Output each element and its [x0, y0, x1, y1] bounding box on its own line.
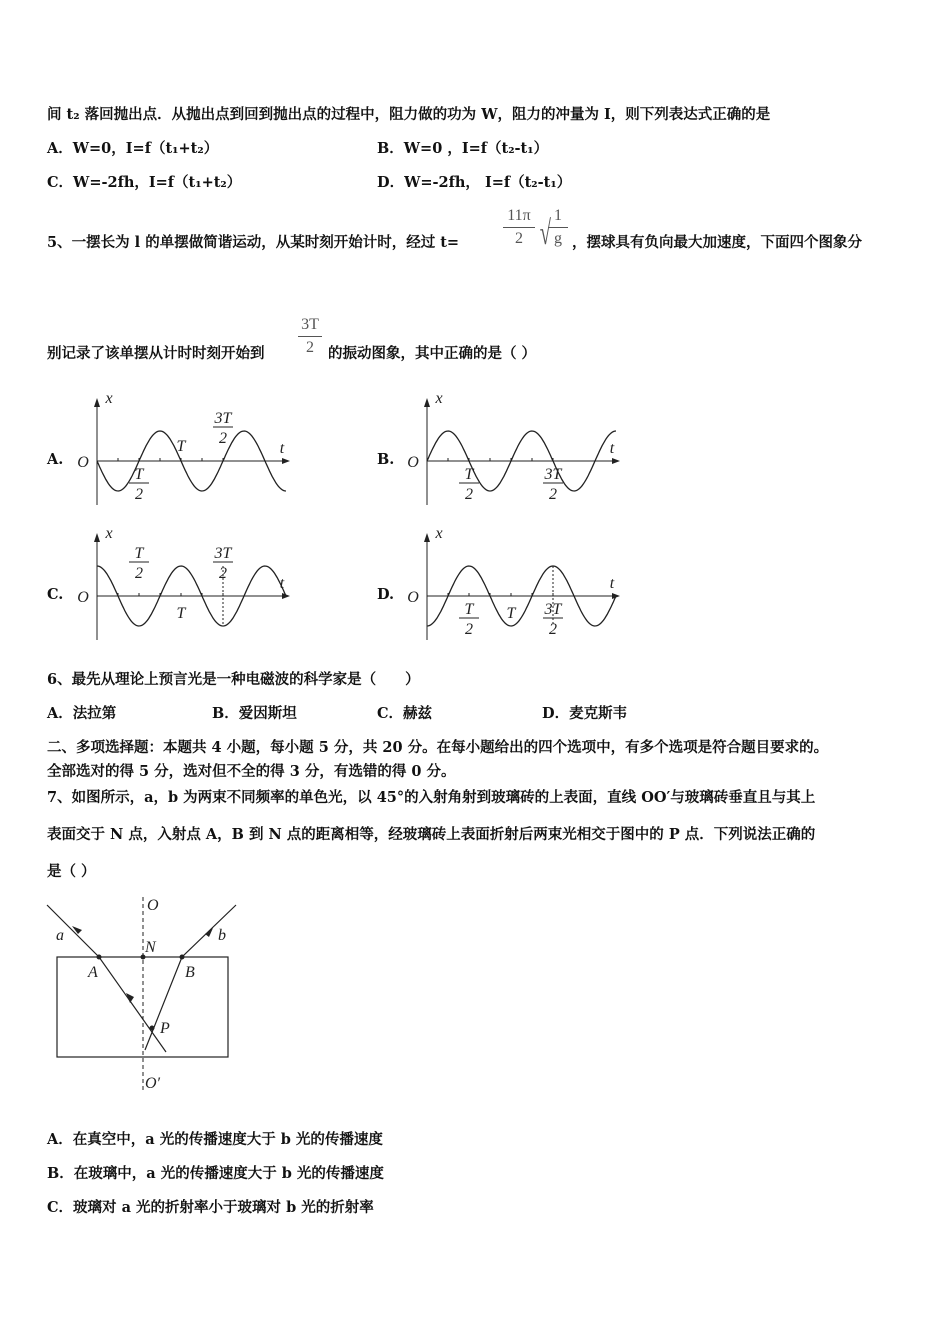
q6-stem: 6、最先从理论上预言光是一种电磁波的科学家是（ ） — [47, 671, 420, 688]
x-axis-label: x — [105, 390, 113, 407]
point-b — [180, 955, 185, 960]
three-half-period-label-den: 2 — [549, 486, 557, 503]
q4-option-a: A．W=0，I=f（t₁+t₂） — [47, 140, 219, 157]
frac-den: 2 — [306, 339, 314, 356]
point-a — [97, 955, 102, 960]
q6-option-d: D．麦克斯韦 — [542, 705, 628, 722]
q7-option-a: A．在真空中，a 光的传播速度大于 b 光的传播速度 — [47, 1131, 383, 1148]
q7-option-b: B．在玻璃中，a 光的传播速度大于 b 光的传播速度 — [47, 1165, 384, 1182]
q5-stem-4: 的振动图象，其中正确的是（ ） — [328, 345, 537, 362]
label-point-a: A — [88, 964, 98, 981]
q4-option-b: B．W=0 ，I=f（t₂-t₁） — [377, 140, 549, 157]
origin-label: O — [77, 454, 89, 471]
q7-line2: 表面交于 N 点，入射点 A，B 到 N 点的距离相等，经玻璃砖上表面折射后两束光相交于图中的 P 点．下列说法正确的 — [47, 826, 816, 843]
arrow-b-icon — [205, 928, 213, 937]
graph-label: A. — [47, 451, 64, 468]
frac-den: g — [554, 230, 562, 247]
half-period-label-num: T — [134, 545, 144, 562]
graph-label: B. — [377, 451, 395, 468]
label-o-prime: O′ — [145, 1075, 161, 1092]
frac-num: 3T — [301, 316, 319, 333]
label-a: a — [56, 927, 64, 944]
half-period-label-num: T — [464, 601, 474, 618]
three-half-period-label-den: 2 — [549, 621, 557, 638]
label-p: P — [160, 1020, 170, 1037]
half-period-label-den: 2 — [135, 486, 143, 503]
three-half-period-label-num: 3T — [544, 466, 562, 483]
q5-stem-3: 别记录了该单摆从计时时刻开始到 — [47, 345, 265, 362]
three-half-period-label-num: 3T — [214, 410, 232, 427]
q4-stem: 间 t₂ 落回抛出点．从抛出点到回到抛出点的过程中，阻力做的功为 W，阻力的冲量为 I，则下列表达式正确的是 — [47, 106, 771, 123]
x-axis-label: x — [435, 390, 443, 407]
label-point-b: B — [185, 964, 195, 981]
half-period-label-num: T — [464, 466, 474, 483]
ray-a — [47, 905, 166, 1052]
label-b: b — [218, 927, 226, 944]
three-half-period-label-num: 3T — [214, 545, 232, 562]
label-n: N — [145, 939, 156, 956]
frac-num: 1 — [554, 207, 562, 224]
t-axis-label: t — [609, 575, 615, 592]
t-axis-label: t — [279, 440, 285, 457]
period-label: T — [176, 605, 186, 622]
frac-den: 2 — [515, 230, 523, 247]
half-period-label-den: 2 — [465, 621, 473, 638]
t-axis-label: t — [279, 575, 285, 592]
frac-num: 11π — [507, 207, 531, 224]
origin-label: O — [407, 589, 419, 606]
three-half-period-label-num: 3T — [544, 601, 562, 618]
q6-option-c: C．赫兹 — [377, 705, 433, 722]
glass-block — [57, 957, 228, 1057]
half-period-label-den: 2 — [135, 565, 143, 582]
q7-line3: 是（ ） — [47, 863, 96, 880]
t-axis-label: t — [609, 440, 615, 457]
origin-label: O — [77, 589, 89, 606]
label-o: O — [147, 897, 159, 914]
half-period-label-num: T — [134, 466, 144, 483]
arrow-a-icon — [72, 926, 82, 934]
q6-option-a: A．法拉第 — [47, 705, 117, 722]
origin-label: O — [407, 454, 419, 471]
q7-option-c: C．玻璃对 a 光的折射率小于玻璃对 b 光的折射率 — [47, 1199, 374, 1216]
q5-stem-2: ，摆球具有负向最大加速度，下面四个图象分 — [572, 234, 862, 251]
q6-option-b: B．爱因斯坦 — [212, 705, 297, 722]
q4-option-c: C．W=-2fh，I=f（t₁+t₂） — [47, 174, 242, 191]
graph-label: C. — [47, 586, 64, 603]
period-label: T — [506, 605, 516, 622]
graph-label: D. — [377, 586, 395, 603]
q7-line1: 7、如图所示，a，b 为两束不同频率的单色光，以 45°的入射角射到玻璃砖的上表面，直线 OO′与玻璃砖垂直且与其上 — [47, 789, 816, 806]
x-axis-label: x — [435, 525, 443, 542]
x-axis-label: x — [105, 525, 113, 542]
point-p — [150, 1026, 155, 1031]
three-half-period-label-den: 2 — [219, 430, 227, 447]
period-label: T — [176, 438, 186, 455]
section2-line1: 二、多项选择题：本题共 4 小题，每小题 5 分，共 20 分。在每小题给出的四个选项中，有多个选项是符合题目要求的。 — [47, 739, 829, 756]
section2-line2: 全部选对的得 5 分，选对但不全的得 3 分，有选错的得 0 分。 — [47, 763, 456, 780]
q5-stem-1: 5、一摆长为 l 的单摆做简谐运动，从某时刻开始计时，经过 t= — [47, 234, 460, 251]
three-half-period-label-den: 2 — [219, 565, 227, 582]
sqrt-sign: √ — [539, 215, 551, 252]
half-period-label-den: 2 — [465, 486, 473, 503]
q4-option-d: D．W=-2fh， I=f（t₂-t₁） — [377, 174, 572, 191]
